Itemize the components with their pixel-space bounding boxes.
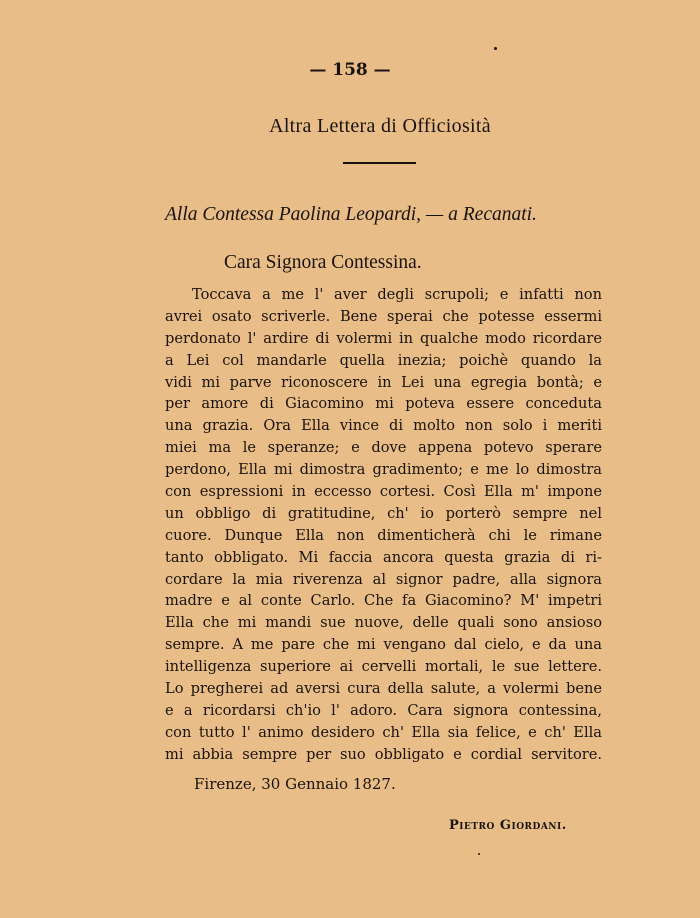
- letter-line: mi abbia sempre per suo obbligato e cordial servitore.: [165, 745, 602, 763]
- letter-line: cordare la mia riverenza al signor padre, alla signora: [165, 570, 602, 588]
- letter-line: per amore di Giacomino mi poteva essere conceduta: [165, 395, 602, 413]
- letter-line: avrei osato scriverle. Bene sperai che potesse essermi: [165, 307, 602, 325]
- letter-date: Firenze, 30 Gennaio 1827.: [194, 775, 396, 793]
- letter-signature: Pietro Giordani.: [449, 818, 567, 833]
- letter-line: una grazia. Ora Ella vince di molto non solo i meriti: [165, 417, 602, 435]
- letter-addressee: Alla Contessa Paolina Leopardi, — a Recanati.: [165, 204, 537, 225]
- letter-line: perdonato l' ardire di volermi in qualche modo ricordare: [165, 329, 602, 347]
- letter-line: miei ma le speranze; e dove appena potevo sperare: [165, 439, 602, 457]
- title-divider: [343, 162, 416, 164]
- letter-line: cuore. Dunque Ella non dimenticherà chi le rimane: [165, 526, 602, 544]
- paper-speck: [478, 853, 480, 855]
- letter-line: e a ricordarsi ch'io l' adoro. Cara signora contessina,: [165, 701, 602, 719]
- letter-line: intelligenza superiore ai cervelli mortali, le sue lettere.: [165, 658, 602, 676]
- letter-line: madre e al conte Carlo. Che fa Giacomino? M' impetri: [165, 592, 602, 610]
- letter-line: Ella che mi mandi sue nuove, delle quali sono ansioso: [165, 614, 602, 632]
- letter-line: a Lei col mandarle quella inezia; poichè quando la: [165, 351, 602, 369]
- letter-line: tanto obbligato. Mi faccia ancora questa grazia di ri-: [165, 548, 602, 566]
- section-title: Altra Lettera di Officiosità: [269, 115, 491, 137]
- letter-line: un obbligo di gratitudine, ch' io porterò sempre nel: [165, 504, 602, 522]
- letter-body: [165, 284, 602, 766]
- page-number: — 158 —: [309, 60, 391, 80]
- letter-line: perdono, Ella mi dimostra gradimento; e me lo dimostra: [165, 461, 602, 479]
- letter-salutation: Cara Signora Contessina.: [224, 252, 422, 273]
- letter-line: vidi mi parve riconoscere in Lei una egregia bontà; e: [165, 373, 602, 391]
- paper-speck: [494, 47, 497, 50]
- letter-line: con tutto l' animo desidero ch' Ella sia felice, e ch' Ella: [165, 723, 602, 741]
- letter-line: Toccava a me l' aver degli scrupoli; e infatti non: [192, 286, 602, 303]
- letter-line: sempre. A me pare che mi vengano dal cielo, e da una: [165, 636, 602, 654]
- letter-line: Lo pregherei ad aversi cura della salute, a volermi bene: [165, 680, 602, 698]
- letter-line: con espressioni in eccesso cortesi. Così Ella m' impone: [165, 483, 602, 501]
